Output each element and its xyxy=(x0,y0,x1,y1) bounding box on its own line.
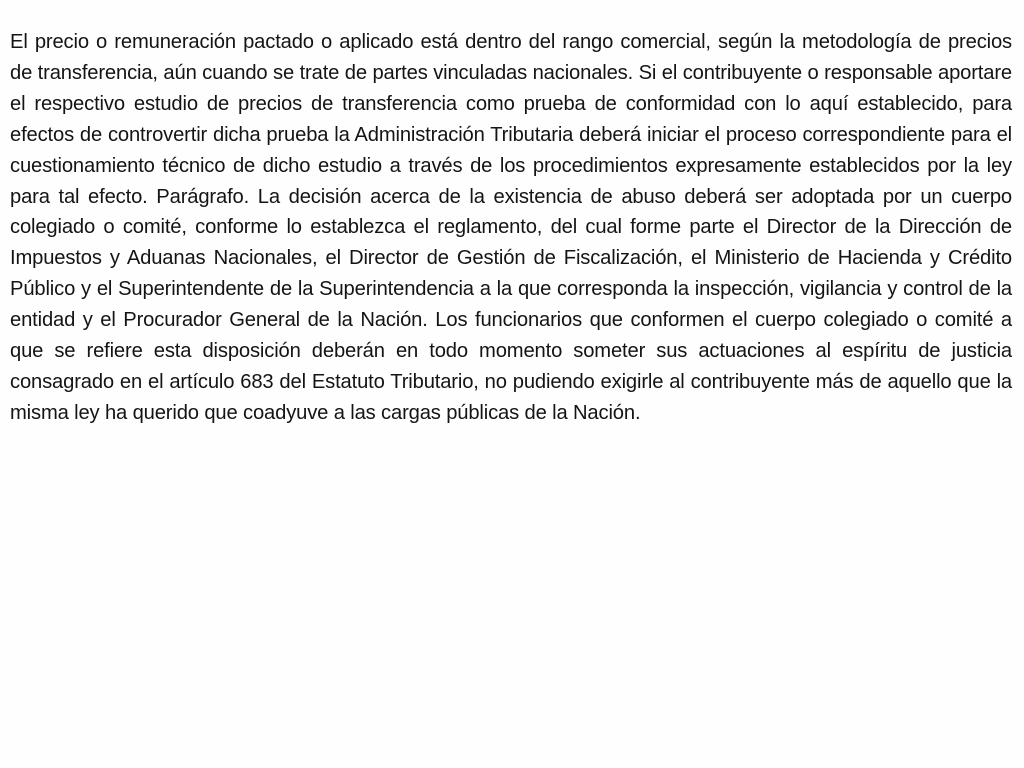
body-paragraph: El precio o remuneración pactado o aplicado está dentro del rango comercial, según la metodología de precios de transferencia, aún cuando se trate de partes vinculadas nacionales. Si el contribuyente o responsable aportare el respectivo estudio de precios de transferencia como prueba de conformidad con lo aquí establecido, para efectos de controvertir dicha prueba la Administración Tributaria deberá iniciar el proceso correspondiente para el cuestionamiento técnico de dicho estudio a través de los procedimientos expresamente establecidos por la ley para tal efecto. Parágrafo. La decisión acerca de la existencia de abuso deberá ser adoptada por un cuerpo colegiado o comité, conforme lo establezca el reglamento, del cual forme parte el Director de la Dirección de Impuestos y Aduanas Nacionales, el Director de Gestión de Fiscalización, el Ministerio de Hacienda y Crédito Público y el Superintendente de la Superintendencia a la que corresponda la inspección, vigilancia y control de la entidad y el Procurador General de la Nación. Los funcionarios que conformen el cuerpo colegiado o comité a que se refiere esta disposición deberán en todo momento someter sus actuaciones al espíritu de justicia consagrado en el artículo 683 del Estatuto Tributario, no pudiendo exigirle al contribuyente más de aquello que la misma ley ha querido que coadyuve a las cargas públicas de la Nación. xyxy=(10,31,1012,424)
